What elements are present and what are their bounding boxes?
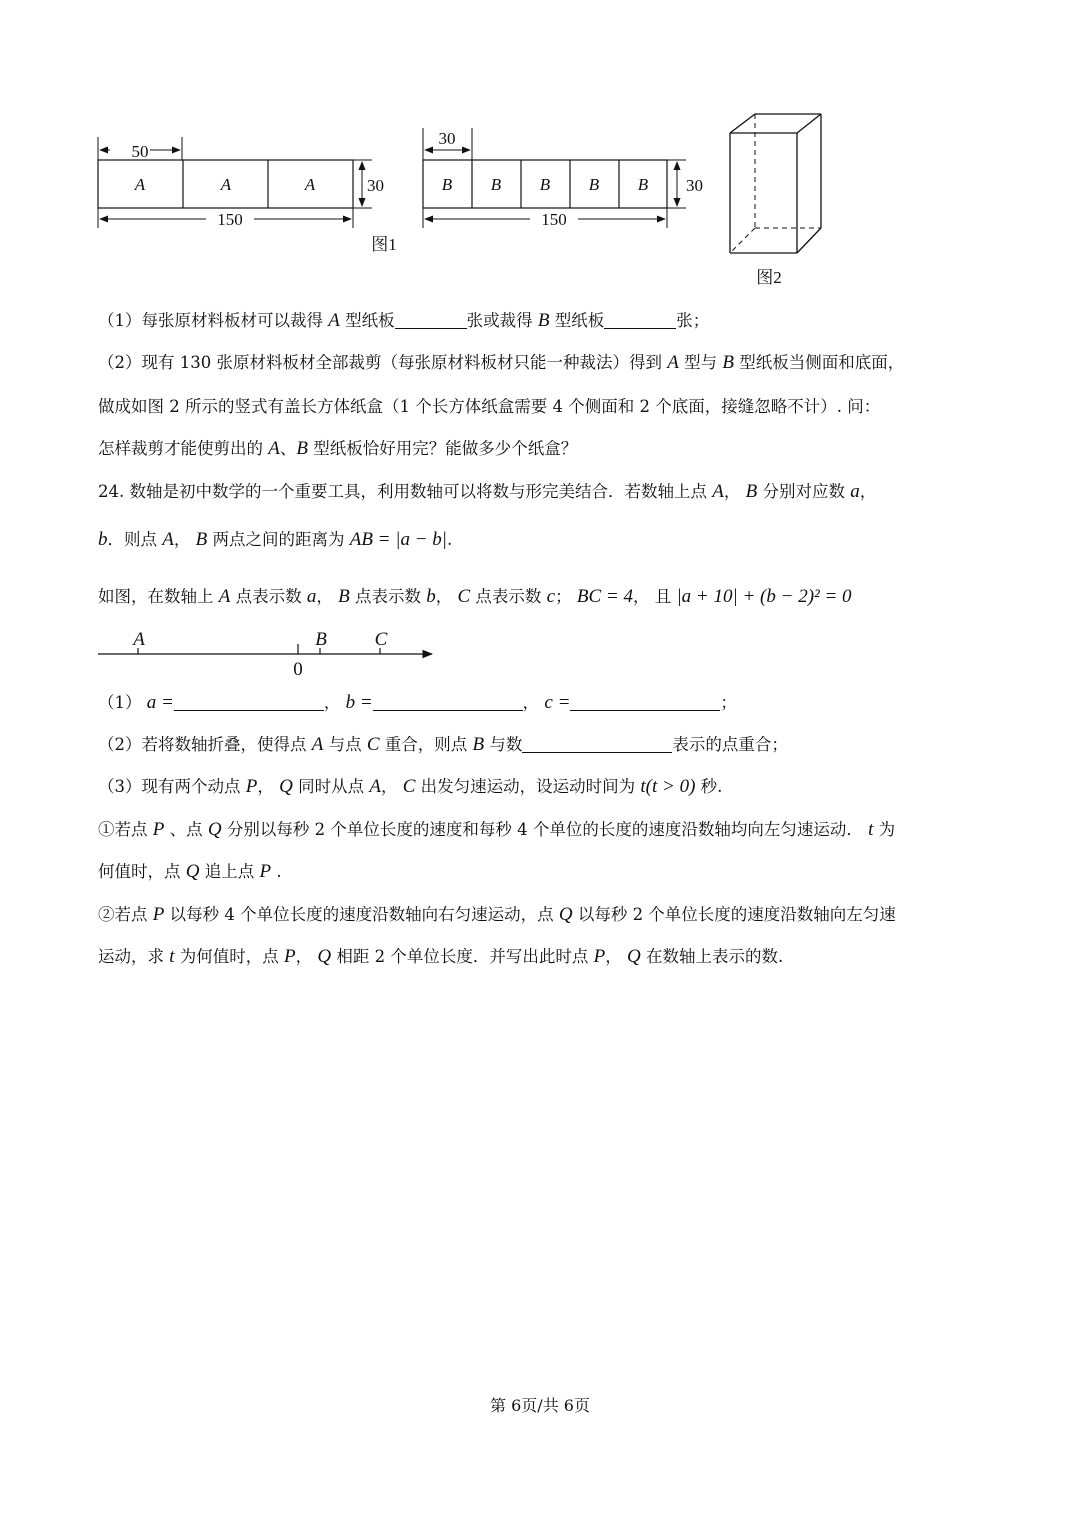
numberline-label-c: C bbox=[374, 629, 388, 650]
fig1-cell-3: A bbox=[304, 175, 316, 194]
figb-cell-1: B bbox=[441, 175, 453, 194]
figb-cell-4: B bbox=[588, 175, 600, 194]
answer-blank[interactable] bbox=[395, 310, 467, 329]
q23-part2-line3: 怎样裁剪才能使剪出的 A、B 型纸板恰好用完？能做多少个纸盒？ bbox=[98, 438, 578, 459]
q24-part2: （2）若将数轴折叠，使得点 A 与点 C 重合，则点 B 与数 表示的点重合； bbox=[98, 734, 788, 755]
q24-sub2-line2: 运动，求 t 为何值时，点 P， Q 相距 2 个单位长度．并写出此时点 P， Q 在数轴上表示的数. bbox=[98, 946, 784, 967]
q24-sub2-line1: ②若点 P 以每秒 4 个单位长度的速度沿数轴向右匀速运动，点 Q 以每秒 2 个单位长度的速度沿数轴向左匀速 bbox=[98, 904, 896, 925]
q23-part2-line2: 做成如图 2 所示的竖式有盖长方体纸盒（1 个长方体纸盒需要 4 个侧面和 2 个底面，接缝忽略不计）. 问： bbox=[98, 397, 881, 416]
q24-intro-line1: 24. 数轴是初中数学的一个重要工具，利用数轴可以将数与形完美结合．若数轴上点 A， B 分别对应数 a， bbox=[98, 481, 877, 502]
number-line bbox=[98, 629, 432, 680]
numberline-label-b: B bbox=[315, 629, 327, 650]
fig2-caption: 图2 bbox=[756, 268, 782, 287]
fig1-cell-1: A bbox=[134, 175, 146, 194]
q24-part3: （3）现有两个动点 P， Q 同时从点 A， C 出发匀速运动，设运动时间为 t(t > 0) 秒. bbox=[98, 776, 723, 797]
answer-blank-c[interactable] bbox=[570, 692, 720, 711]
fig1-width-label: 50 bbox=[131, 142, 149, 161]
figb-width-label: 30 bbox=[438, 129, 456, 148]
figb-cell-5: B bbox=[637, 175, 649, 194]
distance-formula: AB = |a − b| bbox=[349, 529, 448, 550]
q23-part2-line1: （2）现有 130 张原材料板材全部裁剪（每张原材料板材只能一种裁法）得到 A 型与 B 型纸板当侧面和底面， bbox=[98, 352, 905, 373]
q24-given: 如图，在数轴上 A 点表示数 a， B 点表示数 b， C 点表示数 c； BC = 4， 且 |a + 10| + (b − 2)² = 0 bbox=[98, 586, 852, 607]
bc-equation: BC = 4 bbox=[576, 586, 633, 607]
q23-part1: （1）每张原材料板材可以裁得 A 型纸板 张或裁得 B 型纸板 张； bbox=[98, 310, 710, 331]
answer-blank[interactable] bbox=[604, 310, 676, 329]
figure2-box bbox=[730, 114, 821, 253]
answer-blank-b[interactable] bbox=[373, 692, 523, 711]
figure1-a-strip bbox=[98, 137, 397, 254]
answer-blank-fold[interactable] bbox=[522, 734, 672, 753]
q24-part1: （1） a = ， b = ， c = ； bbox=[98, 692, 737, 713]
figb-total-label: 150 bbox=[541, 210, 567, 229]
page-footer: 第 6页/共 6页 bbox=[490, 1396, 590, 1415]
condition-equation: |a + 10| + (b − 2)² = 0 bbox=[676, 586, 852, 607]
q24-sub1-line1: ①若点 P 、点 Q 分别以每秒 2 个单位长度的速度和每秒 4 个单位的长度的速度沿数轴均向左匀速运动． t 为 bbox=[98, 819, 896, 840]
fig1-caption: 图1 bbox=[371, 235, 397, 254]
q24-sub1-line2: 何值时，点 Q 追上点 P . bbox=[98, 861, 282, 882]
fig1-height-label: 30 bbox=[367, 176, 384, 195]
numberline-zero: 0 bbox=[293, 659, 303, 680]
fig1-cell-2: A bbox=[220, 175, 232, 194]
figb-cell-3: B bbox=[539, 175, 551, 194]
figure1-b-strip bbox=[423, 128, 703, 229]
fig1-total-label: 150 bbox=[217, 210, 243, 229]
q24-intro-line2: b．则点 A， B 两点之间的距离为 AB = |a − b|. bbox=[98, 529, 453, 550]
figb-height-label: 30 bbox=[686, 176, 703, 195]
answer-blank-a[interactable] bbox=[174, 692, 324, 711]
figb-cell-2: B bbox=[490, 175, 502, 194]
numberline-label-a: A bbox=[133, 629, 145, 650]
